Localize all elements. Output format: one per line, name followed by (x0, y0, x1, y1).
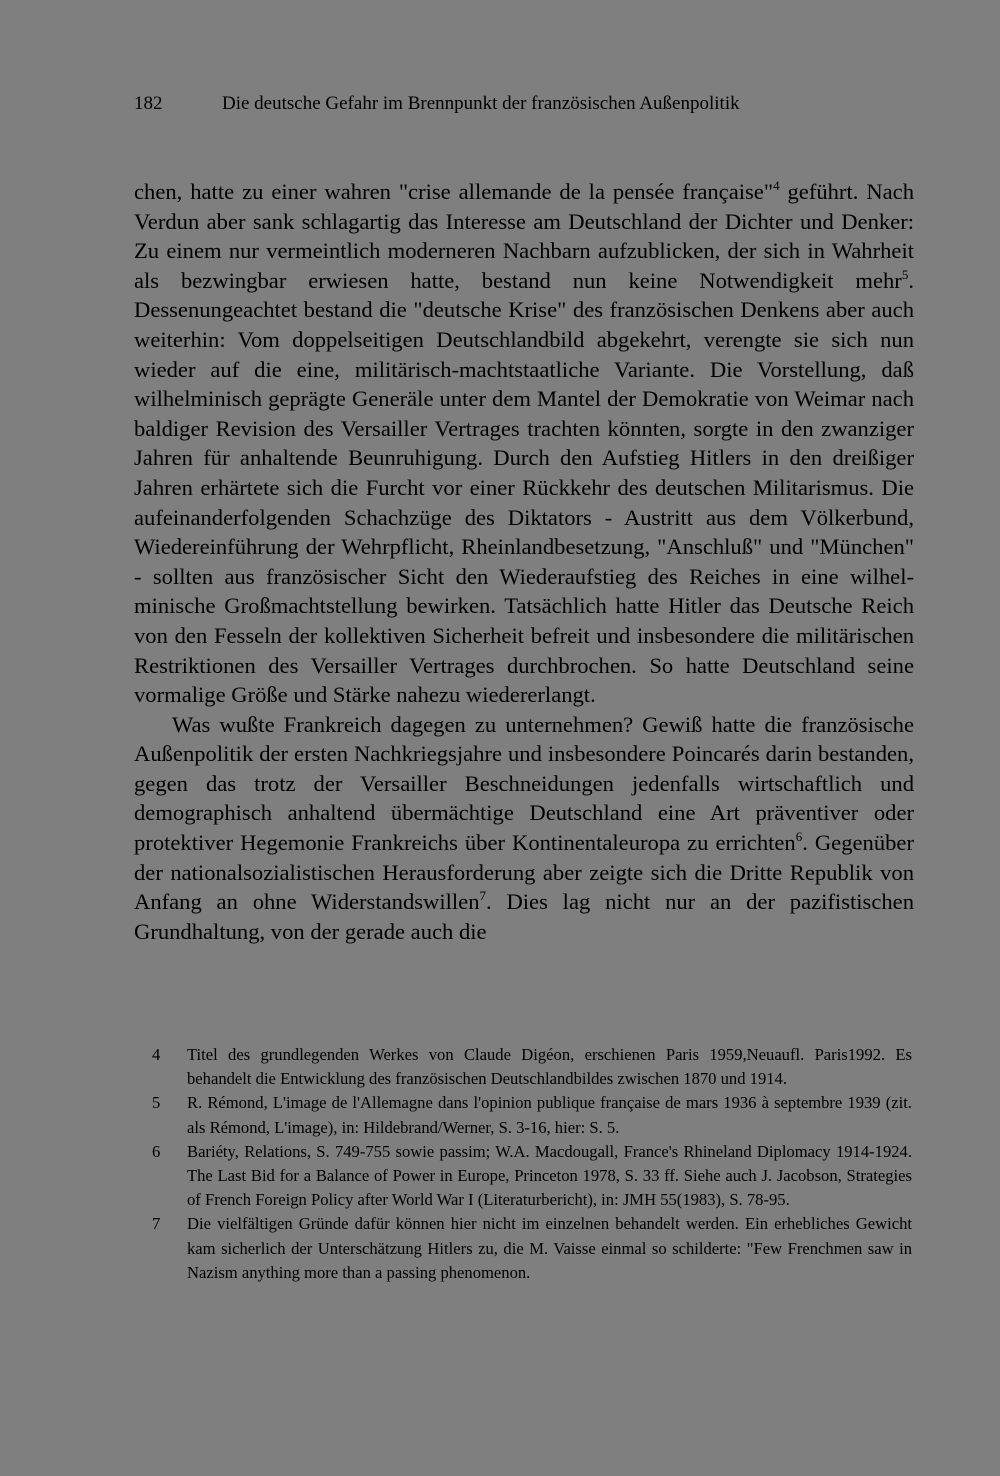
body-text (134, 177, 914, 946)
footnote-text: R. Rémond, L'image de l'Allemagne dans l'opinion publique française de mars 1936 à septembre 1939 (zit. als Rémond, L'image), in: Hildebrand/Werner, S. 3-16, hier: S. 5. (187, 1093, 912, 1137)
running-header (134, 92, 914, 116)
footnote-7 (152, 1212, 912, 1285)
paragraph-2 (134, 710, 914, 947)
paragraph-1-text-b: geführt. Nach Verdun aber sank schlagartig das Interesse am Deutschland der Dichter und Denker: Zu einem nur vermeintlich moderneren Nachbarn aufzublicken, der sich in Wahrheit als bezwingbar erwiesen hatte, bestand nun keine Notwendigkeit mehr (134, 179, 914, 293)
footnote-text: Titel des grundlegenden Werkes von Claude Digéon, erschienen Paris 1959,Neuaufl. Paris1992. Es behandelt die Entwicklung des französischen Deutschlandbildes zwischen 1870 und 1914. (187, 1045, 912, 1089)
footnote-ref-4[interactable]: 4 (773, 178, 780, 193)
footnote-6 (152, 1140, 912, 1213)
footnote-text: Die vielfältigen Gründe dafür können hier nicht im einzelnen behandelt werden. Ein erhebliches Gewicht kam sicherlich der Unterschätzung Hitlers zu, die M. Vaisse einmal so schilderte: "Few Frenchmen saw in Nazism anything more than a passing phenomenon. (187, 1214, 912, 1282)
paragraph-1 (134, 177, 914, 710)
footnote-4 (152, 1043, 912, 1091)
page-number: 182 (134, 93, 163, 114)
paragraph-2-text-c: . Dies lag nicht nur an der pazifistischen Grundhaltung, von der gerade auch die (134, 889, 914, 944)
footnote-ref-7[interactable]: 7 (479, 888, 487, 904)
footnote-ref-5[interactable]: 5 (901, 266, 909, 282)
footnote-5 (152, 1091, 912, 1139)
footnote-number: 5 (152, 1093, 161, 1113)
footnote-number: 7 (152, 1214, 161, 1234)
running-title: Die deutsche Gefahr im Brennpunkt der französischen Außenpolitik (222, 93, 740, 114)
paragraph-2-text-a: Was wußte Frankreich dagegen zu unternehmen? Gewiß hatte die französische Außenpolitik der ersten Nachkriegsjahre und insbesondere Poincarés darin bestanden, gegen das trotz der Versailler Beschneidungen jedenfalls wirtschaftlich und demographisch anhaltend übermächtige Deutschland eine Art präventiver oder protektiver Hegemonie Frankreichs über Kontinentaleuropa zu errichten (134, 711, 914, 856)
paragraph-1-text-a: chen, hatte zu einer wahren "crise allemande de la pensée française" (134, 179, 774, 204)
paragraph-2-text-b: . Gegenüber der nationalsozialistischen Herausforderung aber zeigte sich die Dritte Republik von Anfang an ohne Widerstandswillen (134, 830, 914, 915)
footnotes (152, 1043, 912, 1285)
footnote-text: Bariéty, Relations, S. 749-755 sowie passim; W.A. Macdougall, France's Rhineland Diplomacy 1914-1924. The Last Bid for a Balance of Power in Europe, Princeton 1978, S. 33 ff. Siehe auch J. Jacobson, Strategies of French Foreign Policy after World War I (Literaturbericht), in: JMH 55(1983), S. 78-95. (187, 1141, 912, 1210)
footnote-number: 6 (152, 1141, 161, 1161)
footnote-number: 4 (152, 1045, 161, 1064)
footnote-ref-6[interactable]: 6 (795, 829, 803, 845)
paragraph-1-text-c: . Dessenungeachtet bestand die "deutsche Krise" des französischen Denkens aber auch weiterhin: Vom doppelseitigen Deutschlandbild abgekehrt, verengte sie sich nun wieder auf die eine, militärisch-machtstaatliche Variante. Die Vorstellung, daß wilhelminisch geprägte Generäle unter dem Mantel der Demokratie von Weimar nach baldiger Revision des Versailler Vertrages trachten könnten, sorgte in den zwanziger Jahren für anhaltende Beunruhigung. Durch den Aufstieg Hitlers in den dreißiger Jahren erhärtete sich die Furcht vor einer Rückkehr des deutschen Militarismus. Die aufeinanderfolgenden Schachzüge des Diktators - Austritt aus dem Völkerbund, Wiedereinführung der Wehrpflicht, Rheinlandbesetzung, "Anschluß" und "München" - sollten aus französischer Sicht den Wiederaufstieg des Reiches in eine wilhelminische Großmachtstellung bewirken. Tatsächlich hatte Hitler das Deutsche Reich von den Fesseln der kollektiven Sicherheit befreit und insbesondere die militärischen Restriktionen des Versailler Vertrages durchbrochen. So hatte Deutschland seine vormalige Größe und Stärke nahezu wiedererlangt. (134, 267, 914, 708)
